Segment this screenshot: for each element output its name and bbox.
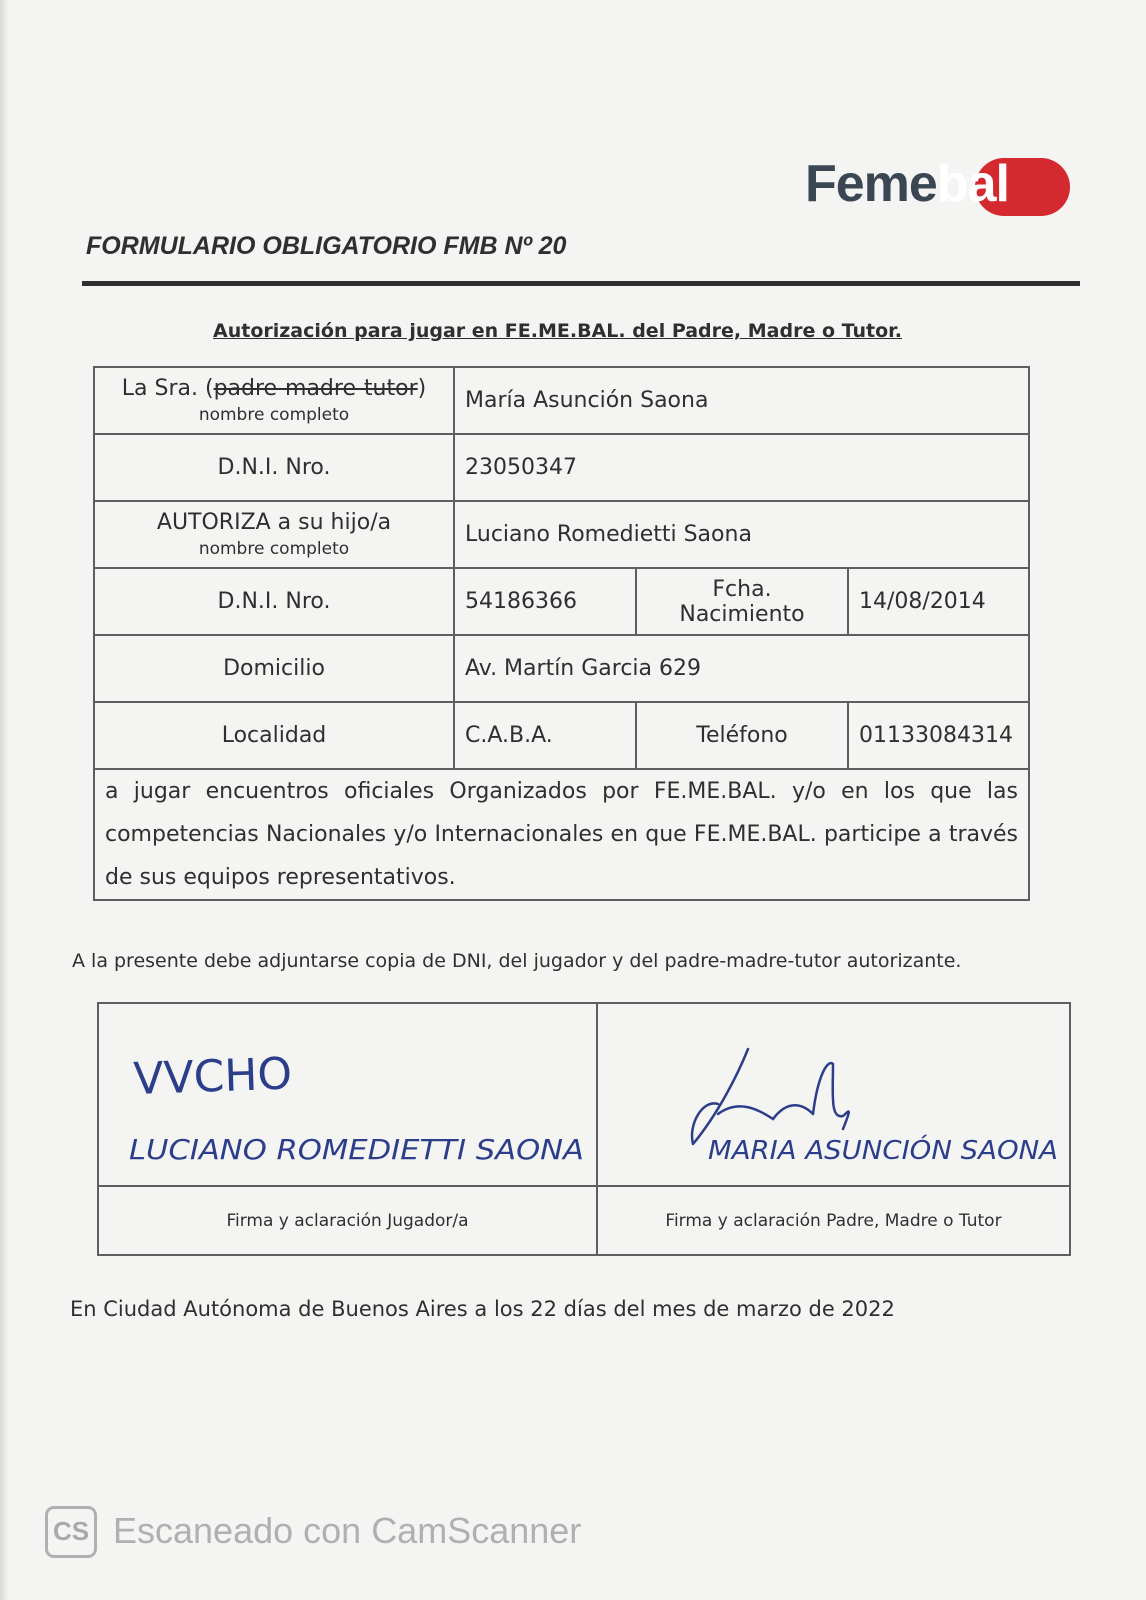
phone-label: Teléfono: [636, 702, 848, 769]
authorizes-label-cell: [94, 501, 454, 568]
player-signature: [99, 1004, 596, 1185]
birthdate: 14/08/2014: [848, 568, 1029, 635]
guardian-role-struck: padre-madre-tutor: [213, 376, 418, 401]
guardian-signature-stroke: [692, 1049, 849, 1144]
date-line: En Ciudad Autónoma de Buenos Aires a los 22 días del mes de marzo de 2022: [70, 1297, 895, 1321]
attachment-note: A la presente debe adjuntarse copia de DNI, del jugador y del padre-madre-tutor autorizante.: [72, 950, 962, 972]
table-row: [94, 434, 1029, 501]
table-row: [98, 1186, 1070, 1255]
address: Av. Martín Garcia 629: [454, 635, 1029, 702]
femebal-logo: [805, 150, 1075, 225]
logo-primary: Feme: [805, 155, 937, 213]
guardian-label: La Sra.: [121, 376, 198, 401]
camscanner-icon: CS: [45, 1506, 97, 1558]
guardian-sublabel: nombre completo: [198, 405, 350, 425]
dni-label: D.N.I. Nro.: [94, 434, 454, 501]
player-caption: Firma y aclaración Jugador/a: [98, 1186, 597, 1255]
table-row: [98, 1003, 1070, 1186]
phone: 01133084314: [848, 702, 1029, 769]
table-row: [94, 769, 1029, 900]
table-row: [94, 367, 1029, 434]
guardian-label-cell: La Sra. (padre-madre-tutor) nombre completo: [94, 367, 454, 434]
logo-text: [805, 154, 1009, 214]
authorizes-label: AUTORIZA a su hijo/a: [156, 510, 392, 535]
table-row: [94, 702, 1029, 769]
watermark-text: Escaneado con CamScanner: [113, 1510, 582, 1551]
guardian-caption: Firma y aclaración Padre, Madre o Tutor: [597, 1186, 1070, 1255]
authorization-table: [93, 366, 1030, 901]
logo-highlight: bal: [936, 155, 1009, 213]
subtitle: Autorización para jugar en FE.ME.BAL. del Padre, Madre o Tutor.: [213, 320, 903, 342]
guardian-dni: 23050347: [454, 434, 1029, 501]
child-dni-label: D.N.I. Nro.: [94, 568, 454, 635]
child-sublabel: nombre completo: [198, 539, 350, 559]
locality: C.A.B.A.: [454, 702, 636, 769]
player-signature-area: [98, 1003, 597, 1186]
guardian-signature-area: [597, 1003, 1070, 1186]
player-name-handwritten: LUCIANO ROMEDIETTI SAONA: [129, 1133, 584, 1166]
signature-table: [97, 1002, 1071, 1256]
authorization-paragraph: a jugar encuentros oficiales Organizados por FE.ME.BAL. y/o en los que las competencias Nacionales y/o Internacionales en que FE.ME.BAL. participe a través de sus equipos representativos.: [94, 769, 1029, 900]
table-row: [94, 501, 1029, 568]
child-name: Luciano Romedietti Saona: [454, 501, 1029, 568]
child-dni: 54186366: [454, 568, 636, 635]
guardian-name-handwritten: MARIA ASUNCIÓN SAONA: [708, 1136, 1039, 1166]
table-row: [94, 635, 1029, 702]
guardian-name: María Asunción Saona: [454, 367, 1029, 434]
table-row: [94, 568, 1029, 635]
page-shadow: [0, 0, 8, 1600]
form-title: FORMULARIO OBLIGATORIO FMB Nº 20: [86, 232, 567, 260]
player-nickname: VVCHO: [132, 1048, 293, 1105]
locality-label: Localidad: [94, 702, 454, 769]
guardian-signature: [598, 1004, 1073, 1185]
header-rule: [82, 281, 1080, 286]
address-label: Domicilio: [94, 635, 454, 702]
birthdate-label: Fcha. Nacimiento: [636, 568, 848, 635]
